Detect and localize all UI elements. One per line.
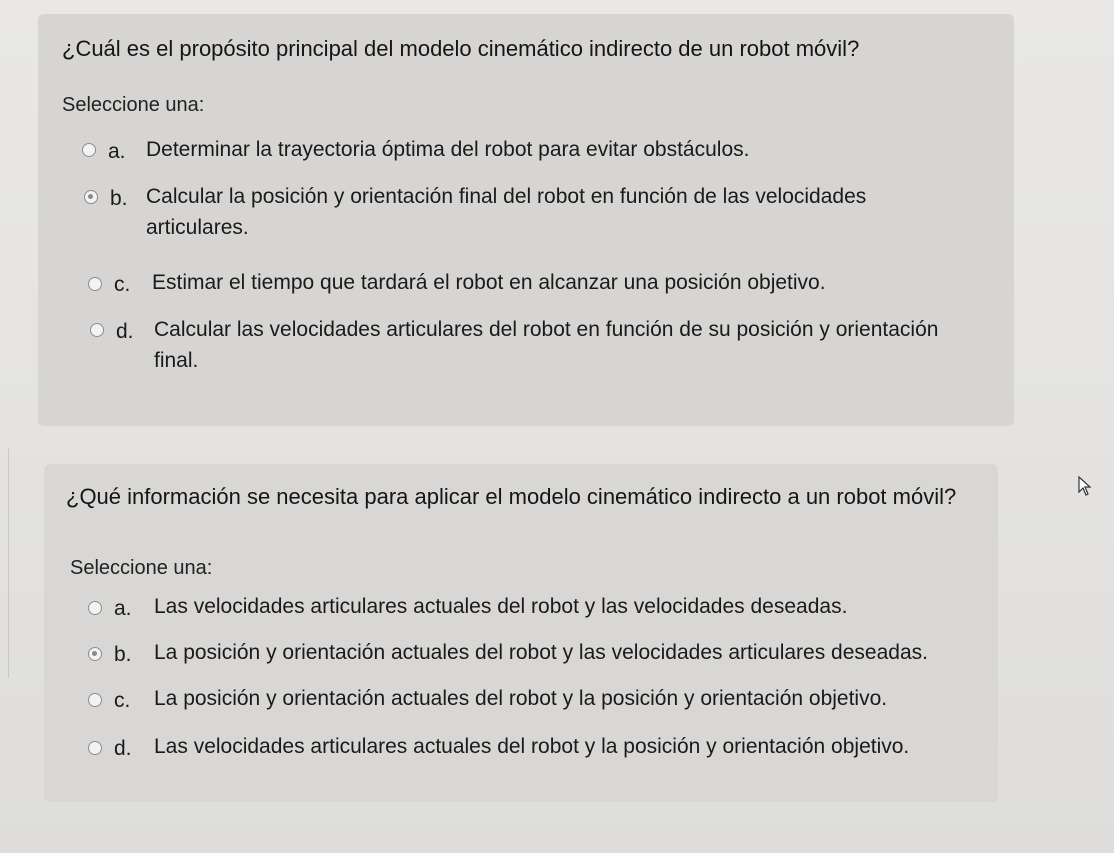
question-1-text: ¿Cuál es el propósito principal del modelo cinemático indirecto de un robot móvil? <box>62 36 860 61</box>
question-2-text: ¿Qué información se necesita para aplicar el modelo cinemático indirecto a un robot móvil? <box>66 484 957 509</box>
radio-q2-c[interactable] <box>88 693 102 707</box>
radio-q1-b[interactable] <box>84 190 98 204</box>
option-letter: b. <box>110 187 128 210</box>
radio-q1-d[interactable] <box>90 323 104 337</box>
question-2-prompt: Seleccione una: <box>70 557 213 579</box>
option-letter: a. <box>108 140 126 163</box>
option-letter: c. <box>114 273 131 296</box>
radio-q2-d[interactable] <box>88 741 102 755</box>
radio-q1-c[interactable] <box>88 277 102 291</box>
radio-q2-b[interactable] <box>88 647 102 661</box>
question-1-prompt: Seleccione una: <box>62 94 205 116</box>
radio-q2-a[interactable] <box>88 601 102 615</box>
option-label: La posición y orientación actuales del robot y las velocidades articulares deseadas. <box>154 641 928 664</box>
option-letter: d. <box>114 737 132 760</box>
radio-q1-a[interactable] <box>82 143 96 157</box>
option-letter: a. <box>114 597 132 620</box>
option-letter: d. <box>116 320 134 343</box>
option-label: Calcular las velocidades articulares del robot en función de su posición y orientación final. <box>154 318 939 372</box>
option-letter: c. <box>114 689 131 712</box>
option-label: Las velocidades articulares actuales del robot y las velocidades deseadas. <box>154 595 848 618</box>
option-letter: b. <box>114 643 132 666</box>
left-panel-edge <box>0 448 9 678</box>
mouse-pointer-icon <box>1078 476 1092 496</box>
option-label: Estimar el tiempo que tardará el robot en alcanzar una posición objetivo. <box>152 271 826 294</box>
option-label: Determinar la trayectoria óptima del robot para evitar obstáculos. <box>146 138 750 161</box>
option-label: Las velocidades articulares actuales del robot y la posición y orientación objetivo. <box>154 735 910 758</box>
option-label: La posición y orientación actuales del robot y la posición y orientación objetivo. <box>154 687 888 710</box>
option-label: Calcular la posición y orientación final del robot en función de las velocidades articulares. <box>146 185 867 239</box>
